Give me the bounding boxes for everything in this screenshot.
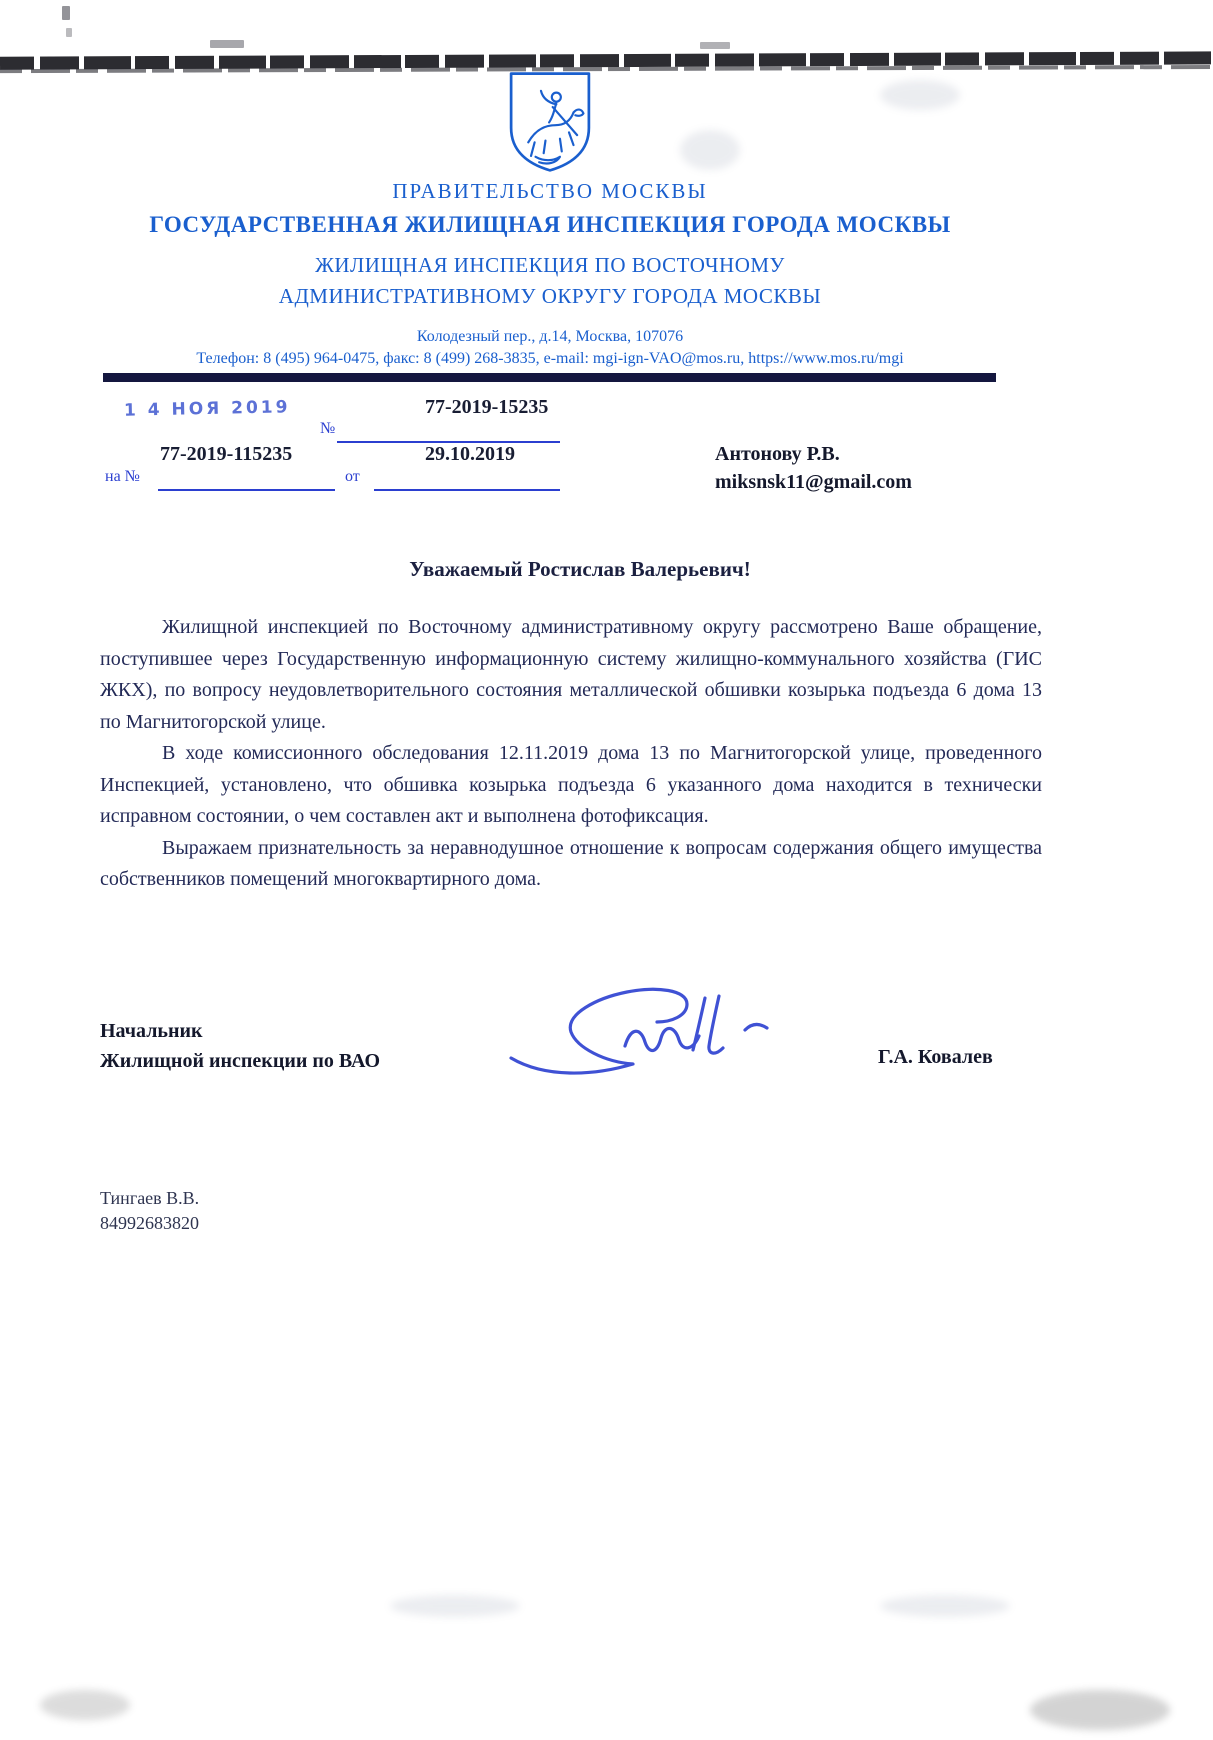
signature-icon <box>505 980 785 1095</box>
scan-smudge <box>1030 1690 1170 1730</box>
ot-label: от <box>345 468 360 485</box>
division-name-line2: АДМИНИСТРАТИВНОМУ ОКРУГУ ГОРОДА МОСКВЫ <box>278 284 822 308</box>
blank-line-na <box>158 489 335 491</box>
body-paragraph: Выражаем признательность за неравнодушное отношение к вопросам содержания общего имущества собственников помещений многоквартирного дома. <box>100 836 1042 890</box>
division-name-line1: ЖИЛИЩНАЯ ИНСПЕКЦИЯ ПО ВОСТОЧНОМУ <box>315 253 785 277</box>
government-title: ПРАВИТЕЛЬСТВО МОСКВЫ <box>392 179 708 203</box>
letter-body <box>100 612 1042 896</box>
moscow-coat-of-arms-icon <box>501 70 599 174</box>
signer-position <box>100 1016 380 1076</box>
executor-name: Тингаев В.В. <box>100 1188 200 1208</box>
recipient-email: miksnsk11@gmail.com <box>715 471 912 493</box>
salutation: Уважаемый Ростислав Валерьевич! <box>409 557 751 581</box>
scan-smudge <box>390 1595 520 1617</box>
executor-block <box>100 1186 199 1236</box>
scan-smudge <box>880 1595 1010 1617</box>
executor-phone: 84992683820 <box>100 1213 199 1233</box>
scan-speck <box>210 40 244 48</box>
inspection-name: ГОСУДАРСТВЕННАЯ ЖИЛИЩНАЯ ИНСПЕКЦИЯ ГОРОДА МОСКВЫ <box>149 212 951 237</box>
signer-position-line2: Жилищной инспекции по ВАО <box>100 1050 380 1072</box>
recipient-name: Антонову Р.В. <box>715 443 840 465</box>
body-paragraph: В ходе комиссионного обследования 12.11.2019 дома 13 по Магнитогорской улице, проведенного Инспекцией, установлено, что обшивка козырька подъезда 6 указанного дома находится в технически исправном состоянии, о чем составлен акт и выполнена фотофиксация. <box>100 742 1042 827</box>
handwritten-signature <box>505 980 785 1100</box>
signer-name: Г.А. Ковалев <box>878 1046 993 1068</box>
na-number-label: на № <box>105 468 140 485</box>
contacts-line: Телефон: 8 (495) 964-0475, факс: 8 (499) 268-3835, e-mail: mgi-ign-VAO@mos.ru, https://www.mos.ru/mgi <box>196 350 904 367</box>
address-line: Колодезный пер., д.14, Москва, 107076 <box>416 328 684 345</box>
incoming-number: 77-2019-115235 <box>160 443 293 465</box>
date-stamp: 1 4 НОЯ 2019 <box>123 397 291 421</box>
signer-position-line1: Начальник <box>100 1020 203 1042</box>
scan-speck <box>66 28 72 37</box>
incoming-date: 29.10.2019 <box>425 443 515 465</box>
blank-line-ot <box>374 489 560 491</box>
body-paragraph: Жилищной инспекцией по Восточному административному округу рассмотрено Ваше обращение, поступившее через Государственную информационную систему жилищно-коммунального хозяйства (ГИС ЖКХ), по вопросу неудовлетворительного состояния металлической обшивки козырька подъезда 6 дома 13 по Магнитогорской улице. <box>100 616 1042 733</box>
header-rule <box>103 373 996 382</box>
scan-smudge <box>40 1690 130 1720</box>
number-label: № <box>320 420 336 437</box>
scan-speck <box>62 6 70 20</box>
scan-speck <box>700 42 730 49</box>
emblem-container <box>0 70 1100 179</box>
outgoing-number: 77-2019-15235 <box>425 396 549 418</box>
